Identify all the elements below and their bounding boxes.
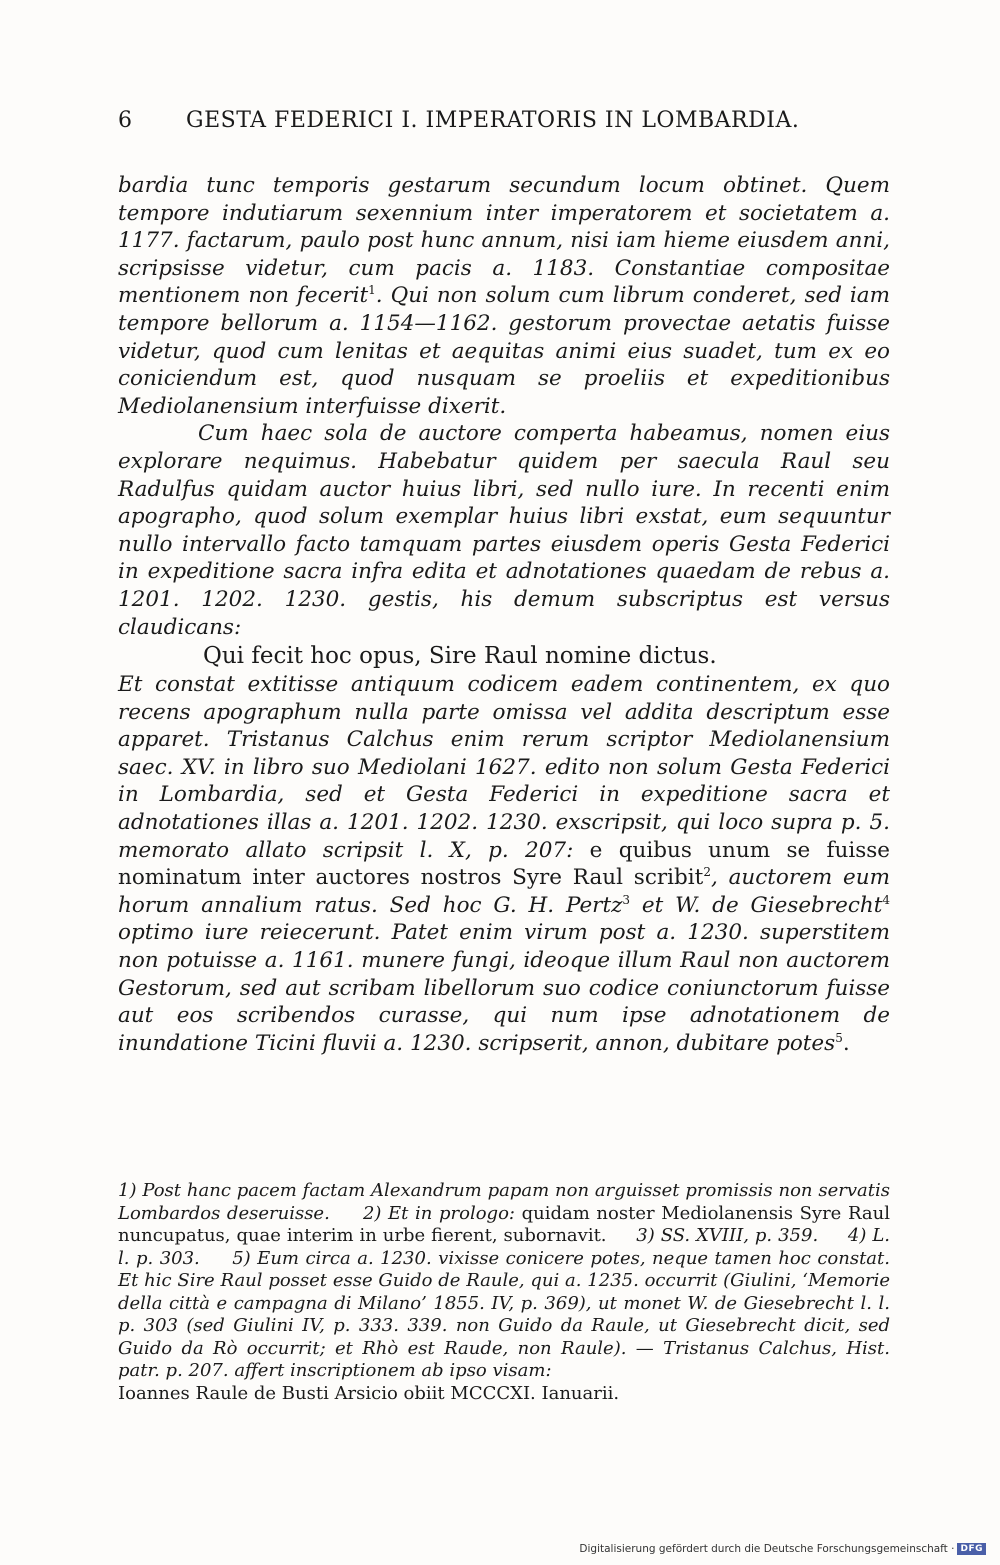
footnote-2-label: 2) Et in prologo:	[362, 1202, 515, 1224]
footnote-ref-4[interactable]: 4	[882, 892, 890, 907]
footnote-ref-5[interactable]: 5	[835, 1030, 843, 1045]
footnote-3: 3) SS. XVIII, p. 359.	[636, 1225, 819, 1246]
footnote-ref-1[interactable]: 1	[368, 283, 376, 298]
paragraph-1-text: bardia tunc temporis gestarum secundum locum obtinet. Quem tempore indutiarum sexennium inter imperatorem et societatem a. 1177. factarum, paulo post hunc annum, nisi iam hieme eiusdem anni, scripsisse videtur, cum pacis a. 1183. Constantiae compositae mentionem non fecerit	[118, 173, 890, 309]
footnote-ref-3[interactable]: 3	[622, 892, 631, 907]
body-text	[118, 172, 890, 1057]
verse-line: Qui fecit hoc opus, Sire Raul nomine dictus.	[203, 643, 717, 670]
credit-text: Digitalisierung gefördert durch die Deutsche Forschungsgemeinschaft ·	[579, 1543, 955, 1555]
paragraph-1-cont: . Qui non solum cum librum conderet, sed iam tempore bellorum a. 1154—1162. gestorum provectae aetatis fuisse videtur, quod cum lenitas et aequitas animi eius suadet, tum ex eo coniciendum est, quod nusquam se proeliis et expeditionibus Mediolanensium interfuisse dixerit.	[118, 283, 890, 419]
paragraph-3-a: Et constat extitisse antiquum codicem eadem continentem, ex quo recens apographum nulla parte omissa vel addita descriptum esse apparet. Tristanus Calchus enim rerum scriptor Mediolanensium saec. XV. in libro suo Mediolani 1627. edito non solum Gesta Federici in Lombardia, sed et Gesta Federici in expeditione sacra et adnotationes illas a. 1201. 1202. 1230. exscripsit, qui loco supra p. 5. memorato allato scripsit l. X, p. 207:	[118, 672, 890, 863]
digitization-credit	[579, 1543, 986, 1555]
paragraph-2: Cum haec sola de auctore comperta habeamus, nomen eius explorare nequimus. Habebatur quidem per saecula Raul seu Radulfus quidam auctor huius libri, sed nullo iure. In recenti enim apographo, quod solum exemplar huius libri exstat, eum sequuntur nullo intervallo facto tamquam partes eiusdem operis Gesta Federici in expeditione sacra infra edita et adnotationes quaedam de rebus a. 1201. 1202. 1230. gestis, his demum subscriptus est versus claudicans:	[118, 421, 890, 640]
footnote-5: 5) Eum circa a. 1230. vixisse conicere potes, neque tamen hoc constat. Et hic Sire Raul posset esse Guido de Raule, qui a. 1235. occurrit (Giulini, ‘Memorie della città e campagna di Milano’ 1855. IV, p. 369), ut monet W. de Giesebrecht l. l. p. 303 (sed Giulini IV, p. 333. 339. non Guido da Raule, ut Giesebrecht dicit, sed Guido da Rò occurrit; et Rhò est Raude, non Raule). — Tristanus Calchus, Hist. patr. p. 207. affert inscriptionem ab ipso visam:	[118, 1247, 890, 1381]
footnote-2-text: quidam noster Mediolanensis Syre Raul nuncupatus, quae interim in urbe fierent, subornavit.	[118, 1202, 891, 1246]
page-number: 6	[118, 108, 133, 133]
footnote-5-inscription: Ioannes Raule de Busti Arsicio obiit MCCCXI. Ianuarii.	[118, 1382, 620, 1404]
paragraph-3-b: , auctorem eum horum annalium ratus. Sed hoc G. H. Pertz	[118, 865, 890, 918]
footnote-ref-2[interactable]: 2	[703, 865, 711, 880]
page-header	[118, 108, 890, 148]
footnotes	[118, 1180, 890, 1405]
footnote-block	[118, 1180, 890, 1383]
footnote-4: 4) L. l. p. 303.	[118, 1225, 891, 1269]
paragraph-3	[118, 671, 890, 1057]
running-title: GESTA FEDERICI I. IMPERATORIS IN LOMBARDIA.	[186, 108, 800, 133]
paragraph-1	[118, 172, 890, 420]
paragraph-3-quote: e quibus unum se fuisse nominatum inter auctores nostros Syre Raul scribit	[118, 837, 890, 891]
dfg-logo: DFG	[957, 1543, 986, 1555]
paragraph-3-c: et W. de Giesebrecht	[630, 892, 883, 918]
footnote-1: 1) Post hanc pacem factam Alexandrum papam non arguisset promissis non servatis Lombardos deseruisse.	[118, 1180, 890, 1224]
paragraph-3-d: optimo iure reiecerunt. Patet enim virum post a. 1230. superstitem non potuisse a. 1161. munere fungi, ideoque illum Raul non auctorem Gestorum, sed aut scribam libellorum suo codice coniunctorum fuisse aut eos scribendos curasse, qui num ipse adnotationem de inundatione Ticini fluvii a. 1230. scripserit, annon, dubitare potes	[118, 920, 890, 1056]
paragraph-3-end: .	[842, 1030, 850, 1056]
